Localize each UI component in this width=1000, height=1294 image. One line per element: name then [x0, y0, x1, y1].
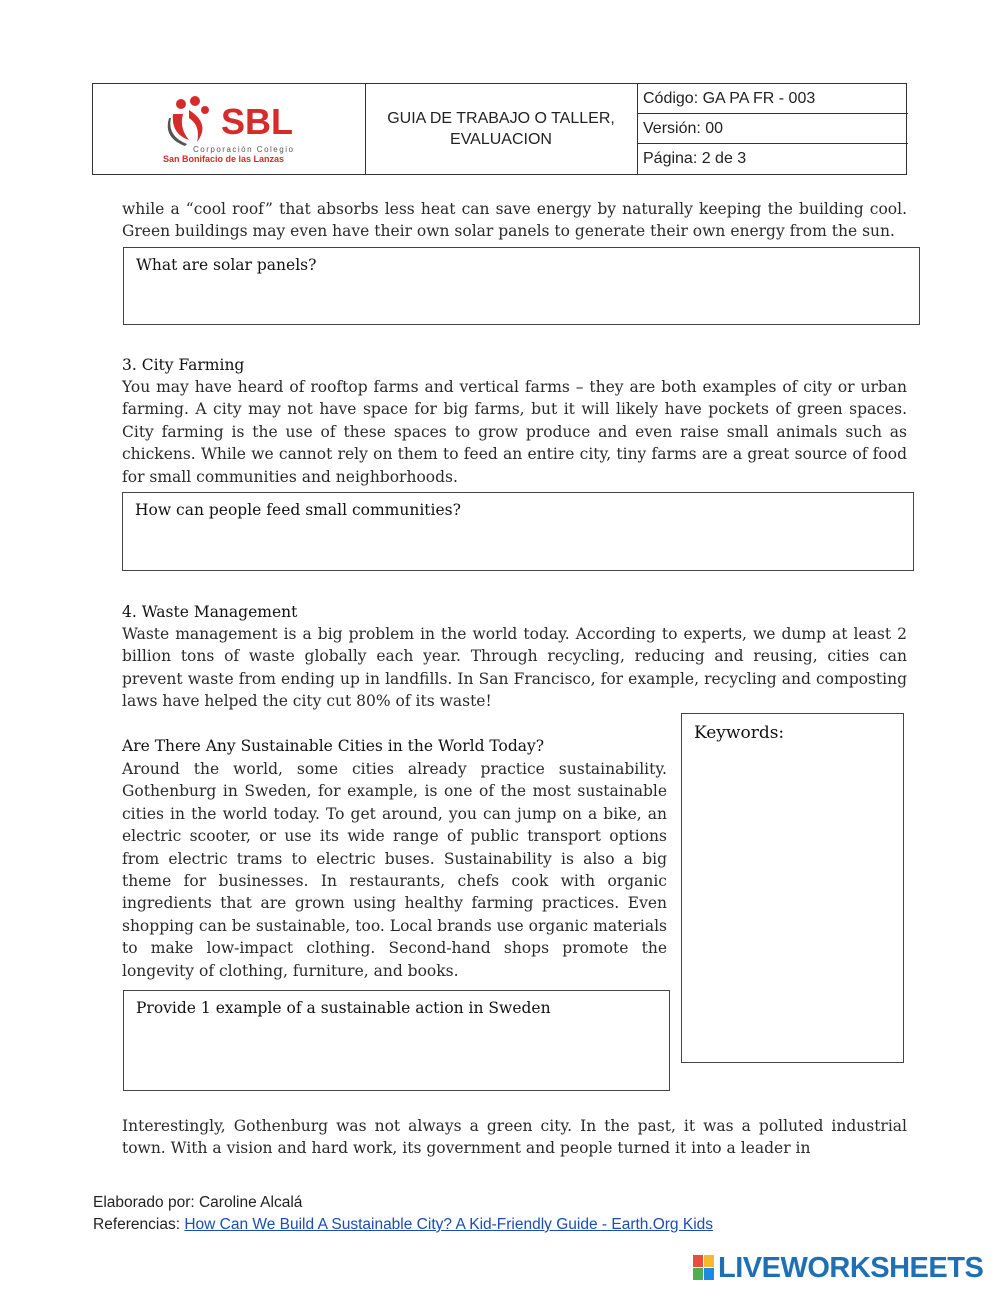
answer-box-sweden-action[interactable]	[123, 990, 670, 1091]
intro-paragraph: while a “cool roof” that absorbs less heat can save energy by naturally keeping the building cool. Green buildings may even have their own solar panels to generate their own energy from the sun.	[122, 200, 907, 241]
school-logo-icon	[93, 84, 365, 174]
section-heading-city-farming: 3. City Farming	[122, 356, 245, 374]
logo-cell	[93, 84, 366, 174]
svg-text:San Bonifacio de las Lanzas: San Bonifacio de las Lanzas	[163, 154, 285, 164]
svg-text:SBL: SBL	[221, 101, 293, 142]
question-sweden-action: Provide 1 example of a sustainable action in Sweden	[136, 999, 551, 1017]
liveworksheets-text: LIVEWORKSHEETS	[718, 1251, 984, 1284]
pagina-cell: Página: 2 de 3	[643, 150, 747, 167]
question-feed-communities: How can people feed small communities?	[135, 501, 461, 519]
references-label: Referencias:	[93, 1216, 185, 1233]
answer-box-feed-communities[interactable]	[122, 492, 914, 571]
document-header-table	[92, 83, 907, 175]
version-cell: Versión: 00	[638, 114, 908, 144]
city-farming-paragraph: You may have heard of rooftop farms and vertical farms – they are both examples of city or urban farming. A city may not have space for big farms, but it will likely have pockets of green spaces. City farming is the use of these spaces to grow produce and even raise small animals such as chickens. While we cannot rely on them to feed an entire city, tiny farms are a great source of food for small communities and neighborhoods.	[122, 378, 907, 486]
liveworksheets-logo-icon	[693, 1255, 715, 1281]
author-line: Elaborado por: Caroline Alcalá	[93, 1194, 303, 1211]
reference-link[interactable]: How Can We Build A Sustainable City? A Kid-Friendly Guide - Earth.Org Kids	[184, 1216, 714, 1233]
document-title-line1: GUIA DE TRABAJO O TALLER,	[387, 110, 615, 127]
svg-text:Corporación Colegio: Corporación Colegio	[193, 145, 295, 154]
document-title-line2: EVALUACION	[450, 131, 552, 148]
references-line	[93, 1216, 713, 1234]
waste-management-paragraph: Waste management is a big problem in the world today. According to experts, we dump at least 2 billion tons of waste globally each year. Through recycling, reducing and reusing, cities can prevent waste from ending up in landfills. In San Francisco, for example, recycling and composting laws have helped the city cut 80% of its waste!	[122, 625, 907, 711]
keywords-box[interactable]	[681, 713, 904, 1063]
answer-box-solar-panels[interactable]	[123, 247, 920, 325]
liveworksheets-brand	[693, 1253, 983, 1283]
sustainable-cities-paragraph: Around the world, some cities already practice sustainability. Gothenburg in Sweden, for example, is one of the most sustainable cities in the world today. To get around, you can jump on a bike, an electric scooter, or use its wide range of public transport options from electric trams to electric buses. Sustainability is also a big theme for businesses. In restaurants, chefs cook with organic ingredients that are grown using healthy farming practices. Even shopping can be sustainable, too. Local brands use organic materials to make low-impact clothing. Second-hand shops promote the longevity of clothing, furniture, and books.	[122, 760, 667, 980]
closing-paragraph: Interestingly, Gothenburg was not always a green city. In the past, it was a polluted industrial town. With a vision and hard work, its government and people turned it into a leader in	[122, 1117, 907, 1158]
question-solar-panels: What are solar panels?	[136, 256, 317, 274]
keywords-label: Keywords:	[694, 723, 785, 743]
document-title-cell	[365, 84, 638, 174]
section-heading-sustainable-cities: Are There Any Sustainable Cities in the World Today?	[122, 737, 545, 755]
codigo-cell: Código: GA PA FR - 003	[638, 84, 908, 114]
section-heading-waste-management: 4. Waste Management	[122, 603, 298, 621]
